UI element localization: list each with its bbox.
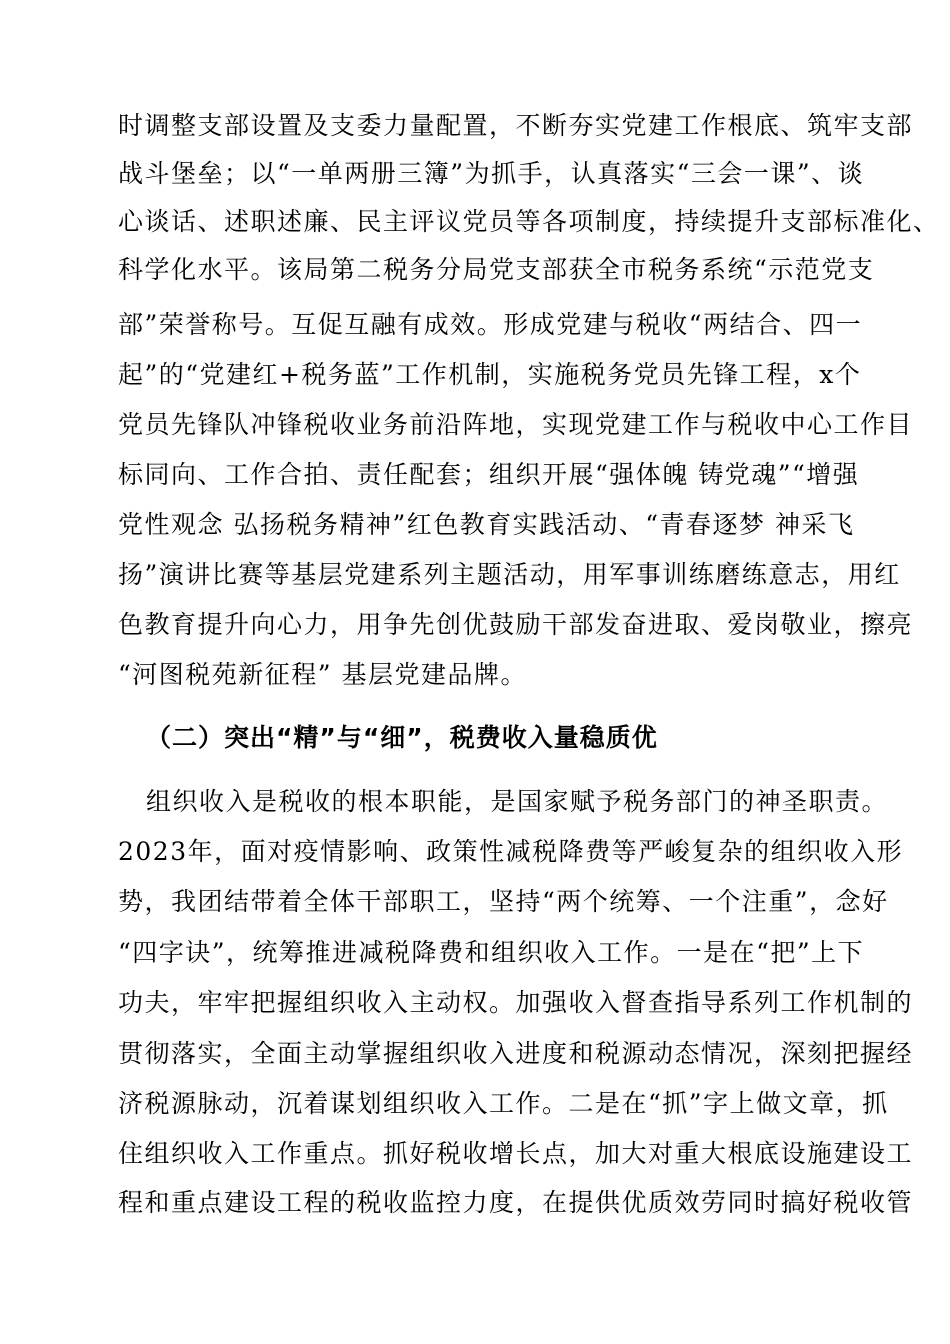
paragraph-1-line: 科学化水平。该局第二税务分局党支部获全市税务系统“示范党支: [118, 255, 875, 284]
paragraph-1-line: 党性观念 弘扬税务精神”红色教育实践活动、“青春逐梦 神采飞: [118, 510, 855, 539]
section-heading: （二）突出“精”与“细”，税费收入量稳质优: [146, 723, 658, 752]
paragraph-1-line: 部”荣誉称号。互促互融有成效。形成党建与税收“两结合、四一: [118, 310, 863, 339]
paragraph-2-line: 贯彻落实，全面主动掌握组织收入进度和税源动态情况，深刻把握经: [118, 1039, 914, 1068]
paragraph-1-line: 心谈话、述职述廉、民主评议党员等各项制度，持续提升支部标准化、: [118, 207, 940, 236]
paragraph-2-line: “四字诀”，统筹推进减税降费和组织收入工作。一是在“把”上下: [118, 938, 865, 967]
paragraph-2-line: 住组织收入工作重点。抓好税收增长点，加大对重大根底设施建设工: [118, 1139, 914, 1168]
paragraph-2-line: 功夫，牢牢把握组织收入主动权。加强收入督查指导系列工作机制的: [118, 988, 914, 1017]
paragraph-2-line: 组织收入是税收的根本职能，是国家赋予税务部门的神圣职责。: [146, 787, 889, 816]
paragraph-1-line: 起”的“党建红+税务蓝”工作机制，实施税务党员先锋工程，x个: [118, 360, 862, 389]
paragraph-1-line: 党员先锋队冲锋税收业务前沿阵地，实现党建工作与税收中心工作目: [118, 410, 914, 439]
paragraph-2-line: 2023年，面对疫情影响、政策性减税降费等严峻复杂的组织收入形: [118, 837, 904, 866]
paragraph-1-line: 时调整支部设置及支委力量配置，不断夯实党建工作根底、筑牢支部: [118, 111, 914, 140]
paragraph-2-line: 程和重点建设工程的税收监控力度，在提供优质效劳同时搞好税收管: [118, 1188, 914, 1217]
paragraph-1-line: 色教育提升向心力，用争先创优鼓励干部发奋进取、爱岗敬业，擦亮: [118, 610, 914, 639]
paragraph-2-line: 济税源脉动，沉着谋划组织收入工作。二是在“抓”字上做文章，抓: [118, 1089, 889, 1118]
paragraph-1-line: 标同向、工作合拍、责任配套；组织开展“强体魄 铸党魂”“增强: [118, 460, 860, 489]
paragraph-1-line: 扬”演讲比赛等基层党建系列主题活动，用军事训练磨练意志，用红: [118, 560, 901, 589]
paragraph-1-line: “河图税苑新征程” 基层党建品牌。: [118, 660, 528, 689]
paragraph-2-line: 势，我团结带着全体干部职工，坚持“两个统筹、一个注重”，念好: [118, 887, 889, 916]
paragraph-1-line: 战斗堡垒；以“一单两册三簿”为抓手，认真落实“三会一课”、谈: [118, 159, 865, 188]
